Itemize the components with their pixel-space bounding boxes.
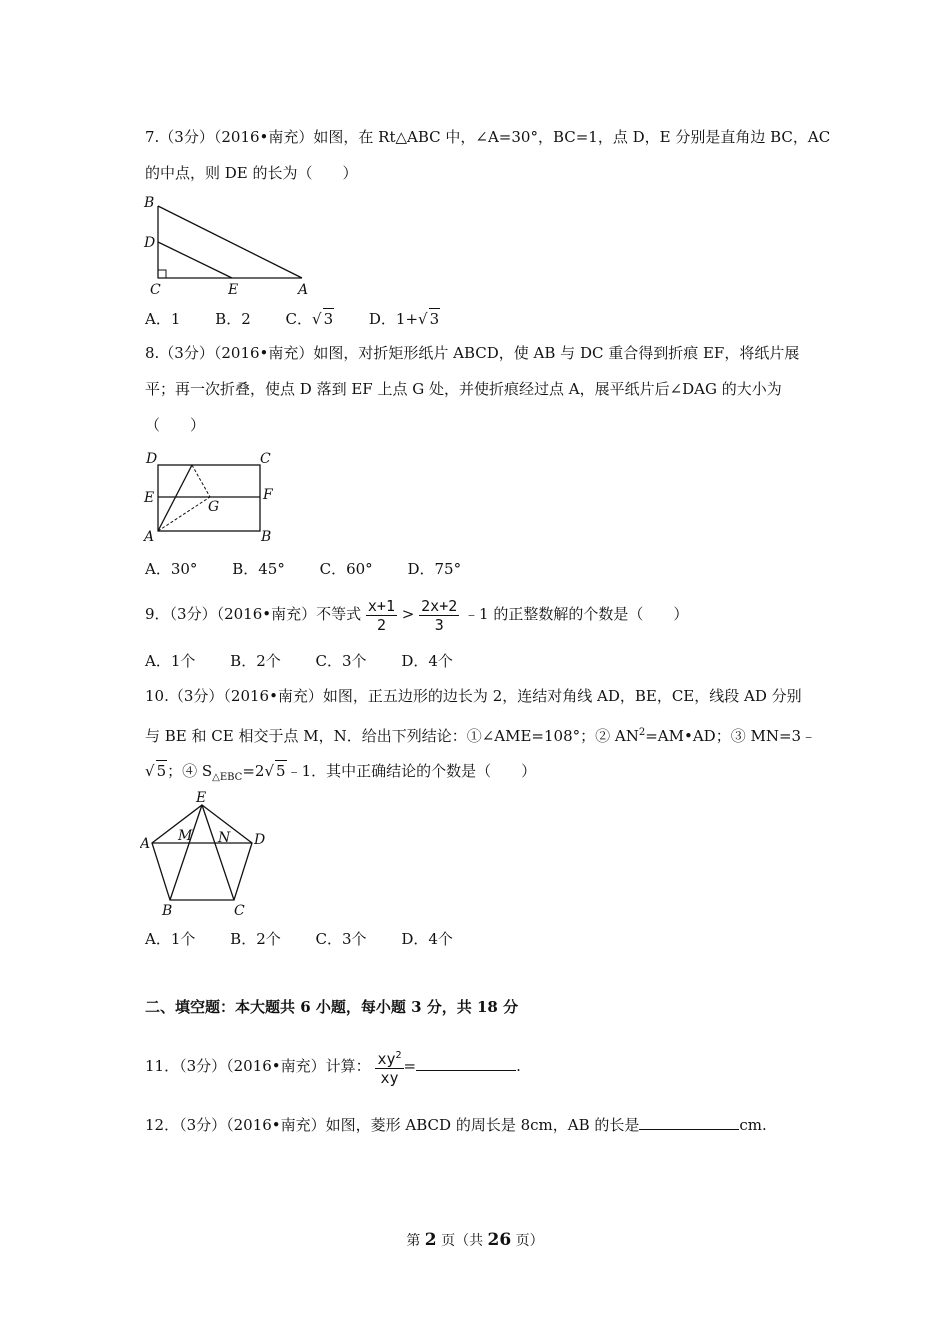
q10-label-D: D — [254, 832, 266, 848]
q10-radicand-2: 5 — [276, 762, 286, 780]
q12-answer-blank[interactable] — [639, 1115, 739, 1130]
q10-radicand-1: 5 — [156, 762, 167, 780]
q7-option-d-radicand: 3 — [429, 310, 440, 328]
q10-label-E: E — [196, 790, 207, 806]
q8-option-c[interactable]: C．60° — [319, 560, 373, 578]
footer-mid: 页（共 — [436, 1233, 488, 1249]
q11-num-text: xy — [377, 1050, 396, 1068]
q8-label-B: B — [261, 529, 272, 545]
q9-line — [145, 594, 688, 634]
q10-line3-b: =2 — [242, 762, 265, 780]
q12-line — [145, 1115, 767, 1135]
q11-answer-blank[interactable] — [416, 1056, 516, 1071]
q9-option-c[interactable]: C．3个 — [315, 652, 367, 670]
q7-label-B: B — [144, 195, 155, 211]
q10-line2-a: 与 BE 和 CE 相交于点 M，N．给出下列结论：①∠AME=108°；② AN — [145, 727, 639, 745]
q10-option-b[interactable]: B．2个 — [230, 930, 281, 948]
q10-option-d[interactable]: D．4个 — [401, 930, 453, 948]
q8-label-A: A — [144, 529, 155, 545]
q9-fraction-1 — [366, 597, 397, 634]
q12-text: 12．（3分）（2016•南充）如图，菱形 ABCD 的周长是 8cm，AB 的长是 — [145, 1116, 640, 1134]
footer-total-pages: 26 — [487, 1230, 512, 1250]
q9-option-d[interactable]: D．4个 — [401, 652, 453, 670]
q8-label-D: D — [146, 451, 158, 467]
q9-frac2-num: 2x+2 — [421, 596, 458, 615]
q11-numerator — [375, 1047, 403, 1069]
q7-options — [145, 308, 476, 329]
q10-label-N: N — [218, 830, 231, 846]
q8-line3: （ ） — [145, 416, 206, 434]
q7-option-c-radicand: 3 — [323, 310, 334, 328]
q9-option-b[interactable]: B．2个 — [230, 652, 281, 670]
q8-line1: 8.（3分）（2016•南充）如图，对折矩形纸片 ABCD，使 AB 与 DC 重合得到折痕 EF，将纸片展 — [145, 344, 800, 362]
footer-post: 页） — [511, 1233, 544, 1249]
q10-label-B: B — [162, 903, 173, 919]
q10-line3-sub: △EBC — [212, 772, 243, 783]
footer-pre: 第 — [406, 1233, 425, 1249]
q11-prefix: 11．（3分）（2016•南充）计算： — [145, 1057, 371, 1075]
q9-frac2-den: 3 — [434, 615, 444, 634]
q9-suffix: ﹣1 的正整数解的个数是（ ） — [464, 605, 689, 623]
q10-line3: √ 5；④ $S_{\triangle EBC}=2√$ 5﹣1．其中正确结论的个数是（ ） — [145, 762, 537, 783]
section-2-heading: 二、填空题：本大题共 6 小题，每小题 3 分，共 18 分 — [145, 998, 519, 1016]
q9-option-a[interactable]: A．1个 — [145, 652, 196, 670]
q9-greater-than: > — [401, 605, 415, 623]
page-footer — [0, 1230, 950, 1251]
q8-option-a[interactable]: A．30° — [145, 560, 198, 578]
q7-label-A: A — [298, 282, 309, 298]
q8-option-d[interactable]: D．75° — [407, 560, 462, 578]
q8-label-E: E — [144, 490, 155, 506]
q10-label-A: A — [140, 836, 151, 852]
q10-pentagon-figure — [140, 788, 280, 923]
q11-num-sup: 2 — [395, 1050, 402, 1061]
q9-options — [145, 651, 489, 671]
q8-options — [145, 559, 497, 579]
q7-line2: 的中点，则 DE 的长为（ ） — [145, 164, 358, 182]
q9-prefix: 9．（3分）（2016•南充）不等式 — [145, 605, 362, 623]
q7-option-d[interactable]: D．1+√ 3 — [368, 310, 440, 328]
q12-unit: cm. — [739, 1116, 767, 1134]
q8-label-F: F — [263, 487, 273, 503]
q7-option-c-label: C． — [285, 310, 313, 328]
q7-label-D: D — [144, 235, 156, 251]
q10-line3-c: ﹣1．其中正确结论的个数是（ ） — [286, 762, 537, 780]
q8-label-G: G — [208, 499, 220, 515]
q7-label-C: C — [150, 282, 161, 298]
q10-label-C: C — [234, 903, 245, 919]
q10-options — [145, 929, 489, 949]
q7-option-d-label: D．1+ — [368, 310, 419, 328]
footer-page-number: 2 — [424, 1230, 437, 1250]
q8-line2: 平；再一次折叠，使点 D 落到 EF 上点 G 处，并使折痕经过点 A，展平纸片后∠DAG 的大小为 — [145, 380, 782, 398]
q8-option-b[interactable]: B．45° — [232, 560, 285, 578]
q8-label-C: C — [260, 451, 271, 467]
q11-line — [145, 1040, 521, 1092]
q7-option-a[interactable]: A．1 — [145, 310, 181, 328]
q9-fraction-2 — [419, 597, 459, 634]
q11-period: . — [516, 1057, 521, 1075]
q11-denominator: xy — [380, 1069, 399, 1087]
q7-triangle-figure — [140, 190, 320, 300]
q7-option-b[interactable]: B．2 — [215, 310, 251, 328]
q10-line2-sup: 2 — [638, 727, 646, 738]
q10-option-a[interactable]: A．1个 — [145, 930, 196, 948]
q9-frac1-num: x+1 — [367, 596, 395, 615]
q9-frac1-den: 2 — [376, 615, 386, 634]
q10-option-c[interactable]: C．3个 — [315, 930, 367, 948]
q10-line2-b: =AM•AD；③ MN=3﹣ — [645, 727, 817, 745]
q10-line2 — [145, 723, 816, 746]
q11-equals: = — [403, 1057, 417, 1075]
q11-fraction — [375, 1047, 403, 1087]
q10-label-M: M — [178, 828, 193, 844]
q8-rectangle-figure — [140, 445, 290, 545]
q7-label-E: E — [228, 282, 239, 298]
q7-line1: 7.（3分）（2016•南充）如图，在 Rt△ABC 中，∠A=30°，BC=1，点 D，E 分别是直角边 BC，AC — [145, 128, 831, 146]
q10-line1: 10.（3分）（2016•南充）如图，正五边形的边长为 2，连结对角线 AD，BE，CE，线段 AD 分别 — [145, 687, 802, 705]
q7-option-c[interactable]: C．√ 3 — [285, 310, 334, 328]
q10-line3-a: ；④ S — [167, 762, 213, 780]
